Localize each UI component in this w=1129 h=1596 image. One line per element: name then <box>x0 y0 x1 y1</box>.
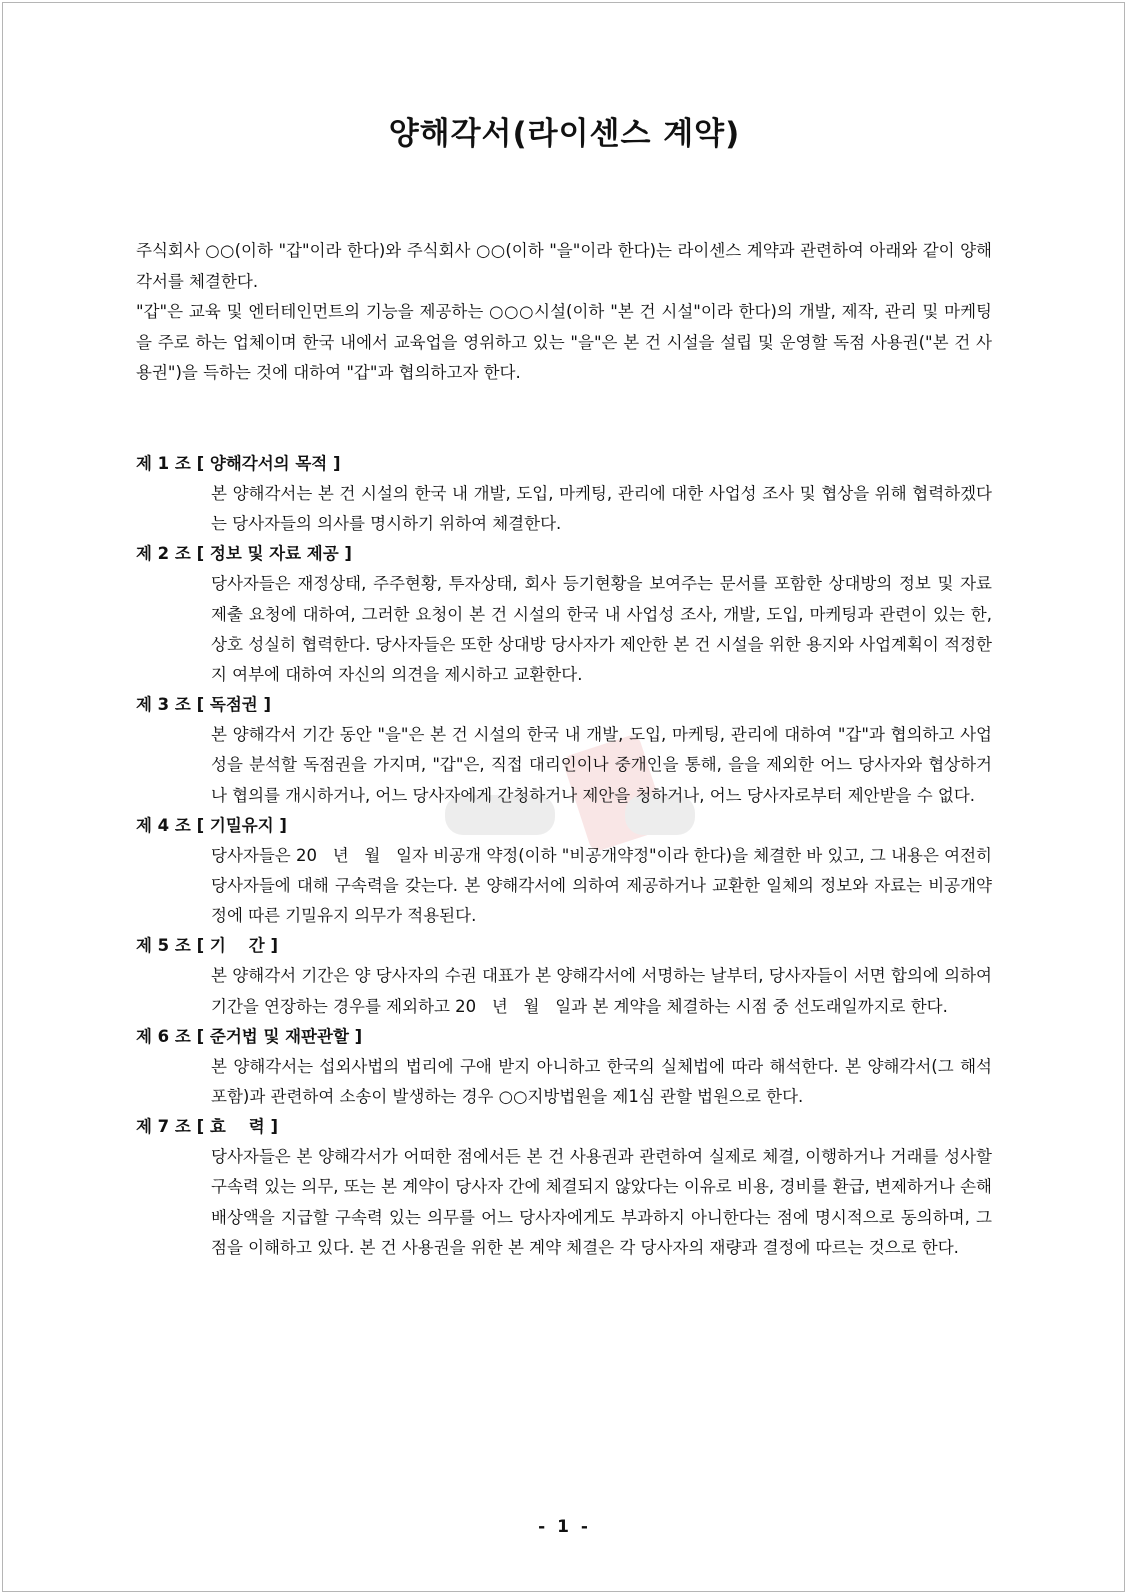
article-3 <box>136 690 992 811</box>
article-heading: 제 2 조 [ 정보 및 자료 제공 ] <box>136 544 352 564</box>
article-body: 당사자들은 재정상태, 주주현황, 투자상태, 회사 등기현황을 보여주는 문서를 포함한 상대방의 정보 및 자료 제출 요청에 대하여, 그러한 요청이 본 건 시설의 한국 내 사업성 조사, 개발, 도입, 마케팅과 관련이 있는 한, 상호 성실히 협력한다. 당사자들은 또한 상대방 당사자가 제안한 본 건 시설을 위한 용지와 사업계획이 적정한지 여부에 대하여 자신의 의견을 제시하고 교환한다. <box>211 574 992 685</box>
article-body: 본 양해각서 기간은 양 당사자의 수권 대표가 본 양해각서에 서명하는 날부터, 당사자들이 서면 합의에 의하여 기간을 연장하는 경우를 제외하고 20 년 월 일과 본 계약을 체결하는 시점 중 선도래일까지로 한다. <box>211 966 998 1016</box>
article-heading: 제 3 조 [ 독점권 ] <box>136 695 271 715</box>
articles-section <box>136 449 998 1263</box>
article-body: 본 양해각서는 본 건 시설의 한국 내 개발, 도입, 마케팅, 관리에 대한 사업성 조사 및 협상을 위해 협력하겠다는 당사자들의 의사를 명시하기 위하여 체결한다. <box>211 484 992 534</box>
article-7 <box>136 1112 992 1263</box>
article-body: 본 양해각서는 섭외사법의 법리에 구애 받지 아니하고 한국의 실체법에 따라 해석한다. 본 양해각서(그 해석 포함)과 관련하여 소송이 발생하는 경우 ○○지방법원을 제1심 관할 법원으로 한다. <box>211 1056 992 1107</box>
document-title: 양해각서(라이센스 계약) <box>388 116 741 152</box>
article-body: 본 양해각서 기간 동안 "을"은 본 건 시설의 한국 내 개발, 도입, 마케팅, 관리에 대하여 "갑"과 협의하고 사업성을 분석할 독점권을 가지며, "갑"은, 직접 대리인이나 중개인을 통해, 을을 제외한 어느 당사자와 협상하거나 협의를 개시하거나, 어느 당사자에게 간청하거나 제안을 청하거나, 어느 당사자로부터 제안받을 수 없다. <box>211 725 992 805</box>
article-heading: 제 7 조 [ 효 력 ] <box>136 1117 279 1137</box>
intro-section <box>136 236 992 389</box>
article-body: 당사자들은 20 년 월 일자 비공개 약정(이하 "비공개약정"이라 한다)을 체결한 바 있고, 그 내용은 여전히 당사자들에 대해 구속력을 갖는다. 본 양해각서에 의하여 제공하거나 교환한 일체의 정보와 자료는 비공개약정에 따른 기밀유지 의무가 적용된다. <box>211 845 998 926</box>
article-1 <box>136 449 992 539</box>
article-5 <box>136 931 998 1021</box>
article-heading: 제 1 조 [ 양해각서의 목적 ] <box>136 454 341 473</box>
article-6 <box>136 1022 992 1112</box>
article-heading: 제 6 조 [ 준거법 및 재판관할 ] <box>136 1026 363 1046</box>
article-body: 당사자들은 본 양해각서가 어떠한 점에서든 본 건 사용권과 관련하여 실제로 체결, 이행하거나 거래를 성사할 구속력 있는 의무, 또는 본 계약이 당사자 간에 체결되지 않았다는 이유로 비용, 경비를 환급, 변제하거나 손해배상액을 지급할 구속력 있는 의무를 어느 당사자에게도 부과하지 아니한다는 점에 명시적으로 동의하며, 그 점을 이해하고 있다. 본 건 사용권을 위한 본 계약 체결은 각 당사자의 재량과 결정에 따르는 것으로 한다. <box>211 1147 992 1257</box>
article-4 <box>136 811 998 932</box>
article-2 <box>136 539 992 690</box>
page-number: - 1 - <box>538 1517 591 1537</box>
intro-paragraph: "갑"은 교육 및 엔터테인먼트의 기능을 제공하는 ○○○시설(이하 "본 건 시설"이라 한다)의 개발, 제작, 관리 및 마케팅을 주로 하는 업체이며 한국 내에서 교육업을 영위하고 있는 "을"은 본 건 시설을 설립 및 운영할 독점 사용권("본 건 사용권")을 득하는 것에 대하여 "갑"과 협의하고자 한다. <box>136 302 992 382</box>
article-heading: 제 5 조 [ 기 간 ] <box>136 936 279 956</box>
intro-paragraph: 주식회사 ○○(이하 "갑"이라 한다)와 주식회사 ○○(이하 "을"이라 한다)는 라이센스 계약과 관련하여 아래와 같이 양해각서를 체결한다. <box>136 241 992 291</box>
article-heading: 제 4 조 [ 기밀유지 ] <box>136 815 287 835</box>
